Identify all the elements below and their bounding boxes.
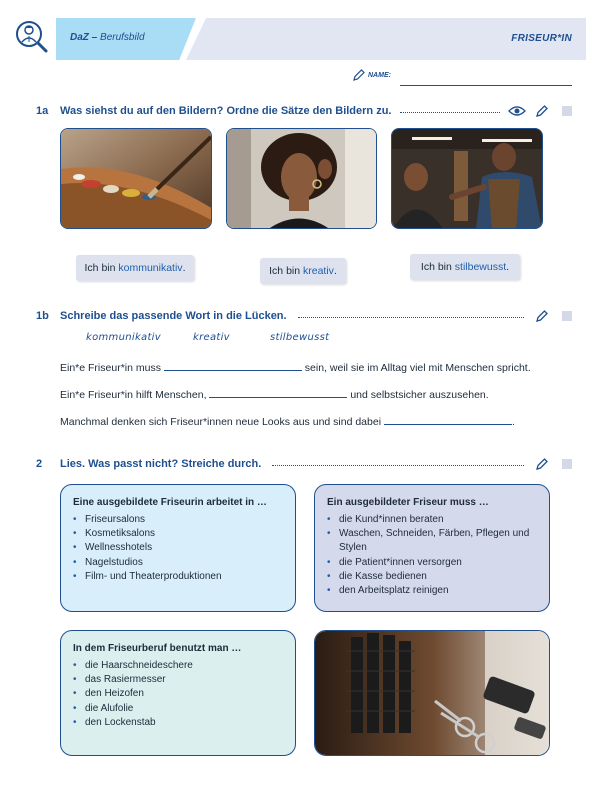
word-bank-item: kreativ: [193, 332, 230, 343]
name-label: NAME:: [368, 72, 391, 79]
list-item[interactable]: • die Patient*innen versorgen: [327, 556, 537, 570]
sentence-2: Ein*e Friseur*in hilft Menschen, und selbstsicher auszusehen.: [60, 389, 489, 401]
list-item[interactable]: • die Haarschneideschere: [73, 659, 283, 673]
list-item[interactable]: • den Arbeitsplatz reinigen: [327, 584, 537, 598]
list-item[interactable]: • Friseursalons: [73, 513, 283, 527]
hairdresser-search-icon: [12, 18, 52, 58]
sentence-3: Manchmal denken sich Friseur*innen neue Looks aus und sind dabei .: [60, 416, 515, 428]
pencil-icon: [352, 68, 366, 82]
section-2-heading: [36, 458, 261, 470]
list-item[interactable]: • die Kund*innen beraten: [327, 513, 537, 527]
name-field[interactable]: [352, 68, 574, 88]
checkbox-square[interactable]: [562, 459, 572, 469]
box-title: Ein ausgebildeter Friseur muss …: [327, 497, 489, 508]
section-number: 1a: [36, 105, 49, 117]
list-item[interactable]: • die Alufolie: [73, 702, 283, 716]
duties-box: [314, 484, 550, 612]
label-stilbewusst[interactable]: Ich bin stilbewusst .: [410, 254, 520, 280]
tools-box: [60, 630, 296, 756]
dotted-line: [272, 465, 524, 466]
gap-blank[interactable]: [164, 360, 302, 371]
list-item[interactable]: • Kosmetiksalons: [73, 527, 283, 541]
checkbox-square[interactable]: [562, 311, 572, 321]
gap-blank[interactable]: [209, 387, 347, 398]
box-title: In dem Friseurberuf benutzt man …: [73, 643, 242, 654]
name-line[interactable]: [400, 85, 572, 86]
dotted-line: [400, 112, 500, 113]
section-1b-heading: [36, 310, 287, 322]
workplaces-box: [60, 484, 296, 612]
hair-tools-photo: [314, 630, 550, 756]
list-item[interactable]: • die Kasse bedienen: [327, 570, 537, 584]
dotted-line: [298, 317, 524, 318]
barber-photo: [391, 128, 543, 229]
painting-photo: [60, 128, 212, 229]
list-item[interactable]: • Waschen, Schneiden, Färben, Pflegen und Stylen: [327, 527, 537, 555]
eye-icon: [508, 104, 526, 118]
section-instruction: Was siehst du auf den Bildern? Ordne die Sätze den Bildern zu.: [60, 105, 392, 117]
header-topic: FRISEUR*IN: [511, 33, 572, 44]
woman-earring-photo: [226, 128, 377, 229]
section-instruction: Lies. Was passt nicht? Streiche durch.: [60, 458, 262, 470]
label-kreativ[interactable]: Ich bin kreativ .: [260, 258, 346, 284]
list-item[interactable]: • das Rasiermesser: [73, 673, 283, 687]
gap-blank[interactable]: [384, 414, 512, 425]
pencil-icon: [535, 457, 549, 471]
list-item[interactable]: • den Lockenstab: [73, 716, 283, 730]
sentence-1: Ein*e Friseur*in muss sein, weil sie im Alltag viel mit Menschen spricht.: [60, 362, 531, 374]
list-item[interactable]: • Wellnesshotels: [73, 541, 283, 555]
word-bank-item: kommunikativ: [86, 332, 161, 343]
list-item[interactable]: • Film- und Theaterproduktionen: [73, 570, 283, 584]
section-number: 1b: [36, 310, 49, 322]
word-bank-item: stilbewusst: [270, 332, 330, 343]
section-instruction: Schreibe das passende Wort in die Lücken.: [60, 310, 287, 322]
list-item[interactable]: • den Heizofen: [73, 687, 283, 701]
label-kommunikativ[interactable]: Ich bin kommunikativ .: [76, 255, 194, 281]
section-1a-heading: [36, 105, 391, 117]
checkbox-square[interactable]: [562, 106, 572, 116]
pencil-icon: [535, 104, 549, 118]
list-item[interactable]: • Nagelstudios: [73, 556, 283, 570]
section-number: 2: [36, 458, 43, 470]
box-title: Eine ausgebildete Friseurin arbeitet in …: [73, 497, 267, 508]
header-course-title: DaZ – Berufsbild: [70, 32, 145, 43]
pencil-icon: [535, 309, 549, 323]
